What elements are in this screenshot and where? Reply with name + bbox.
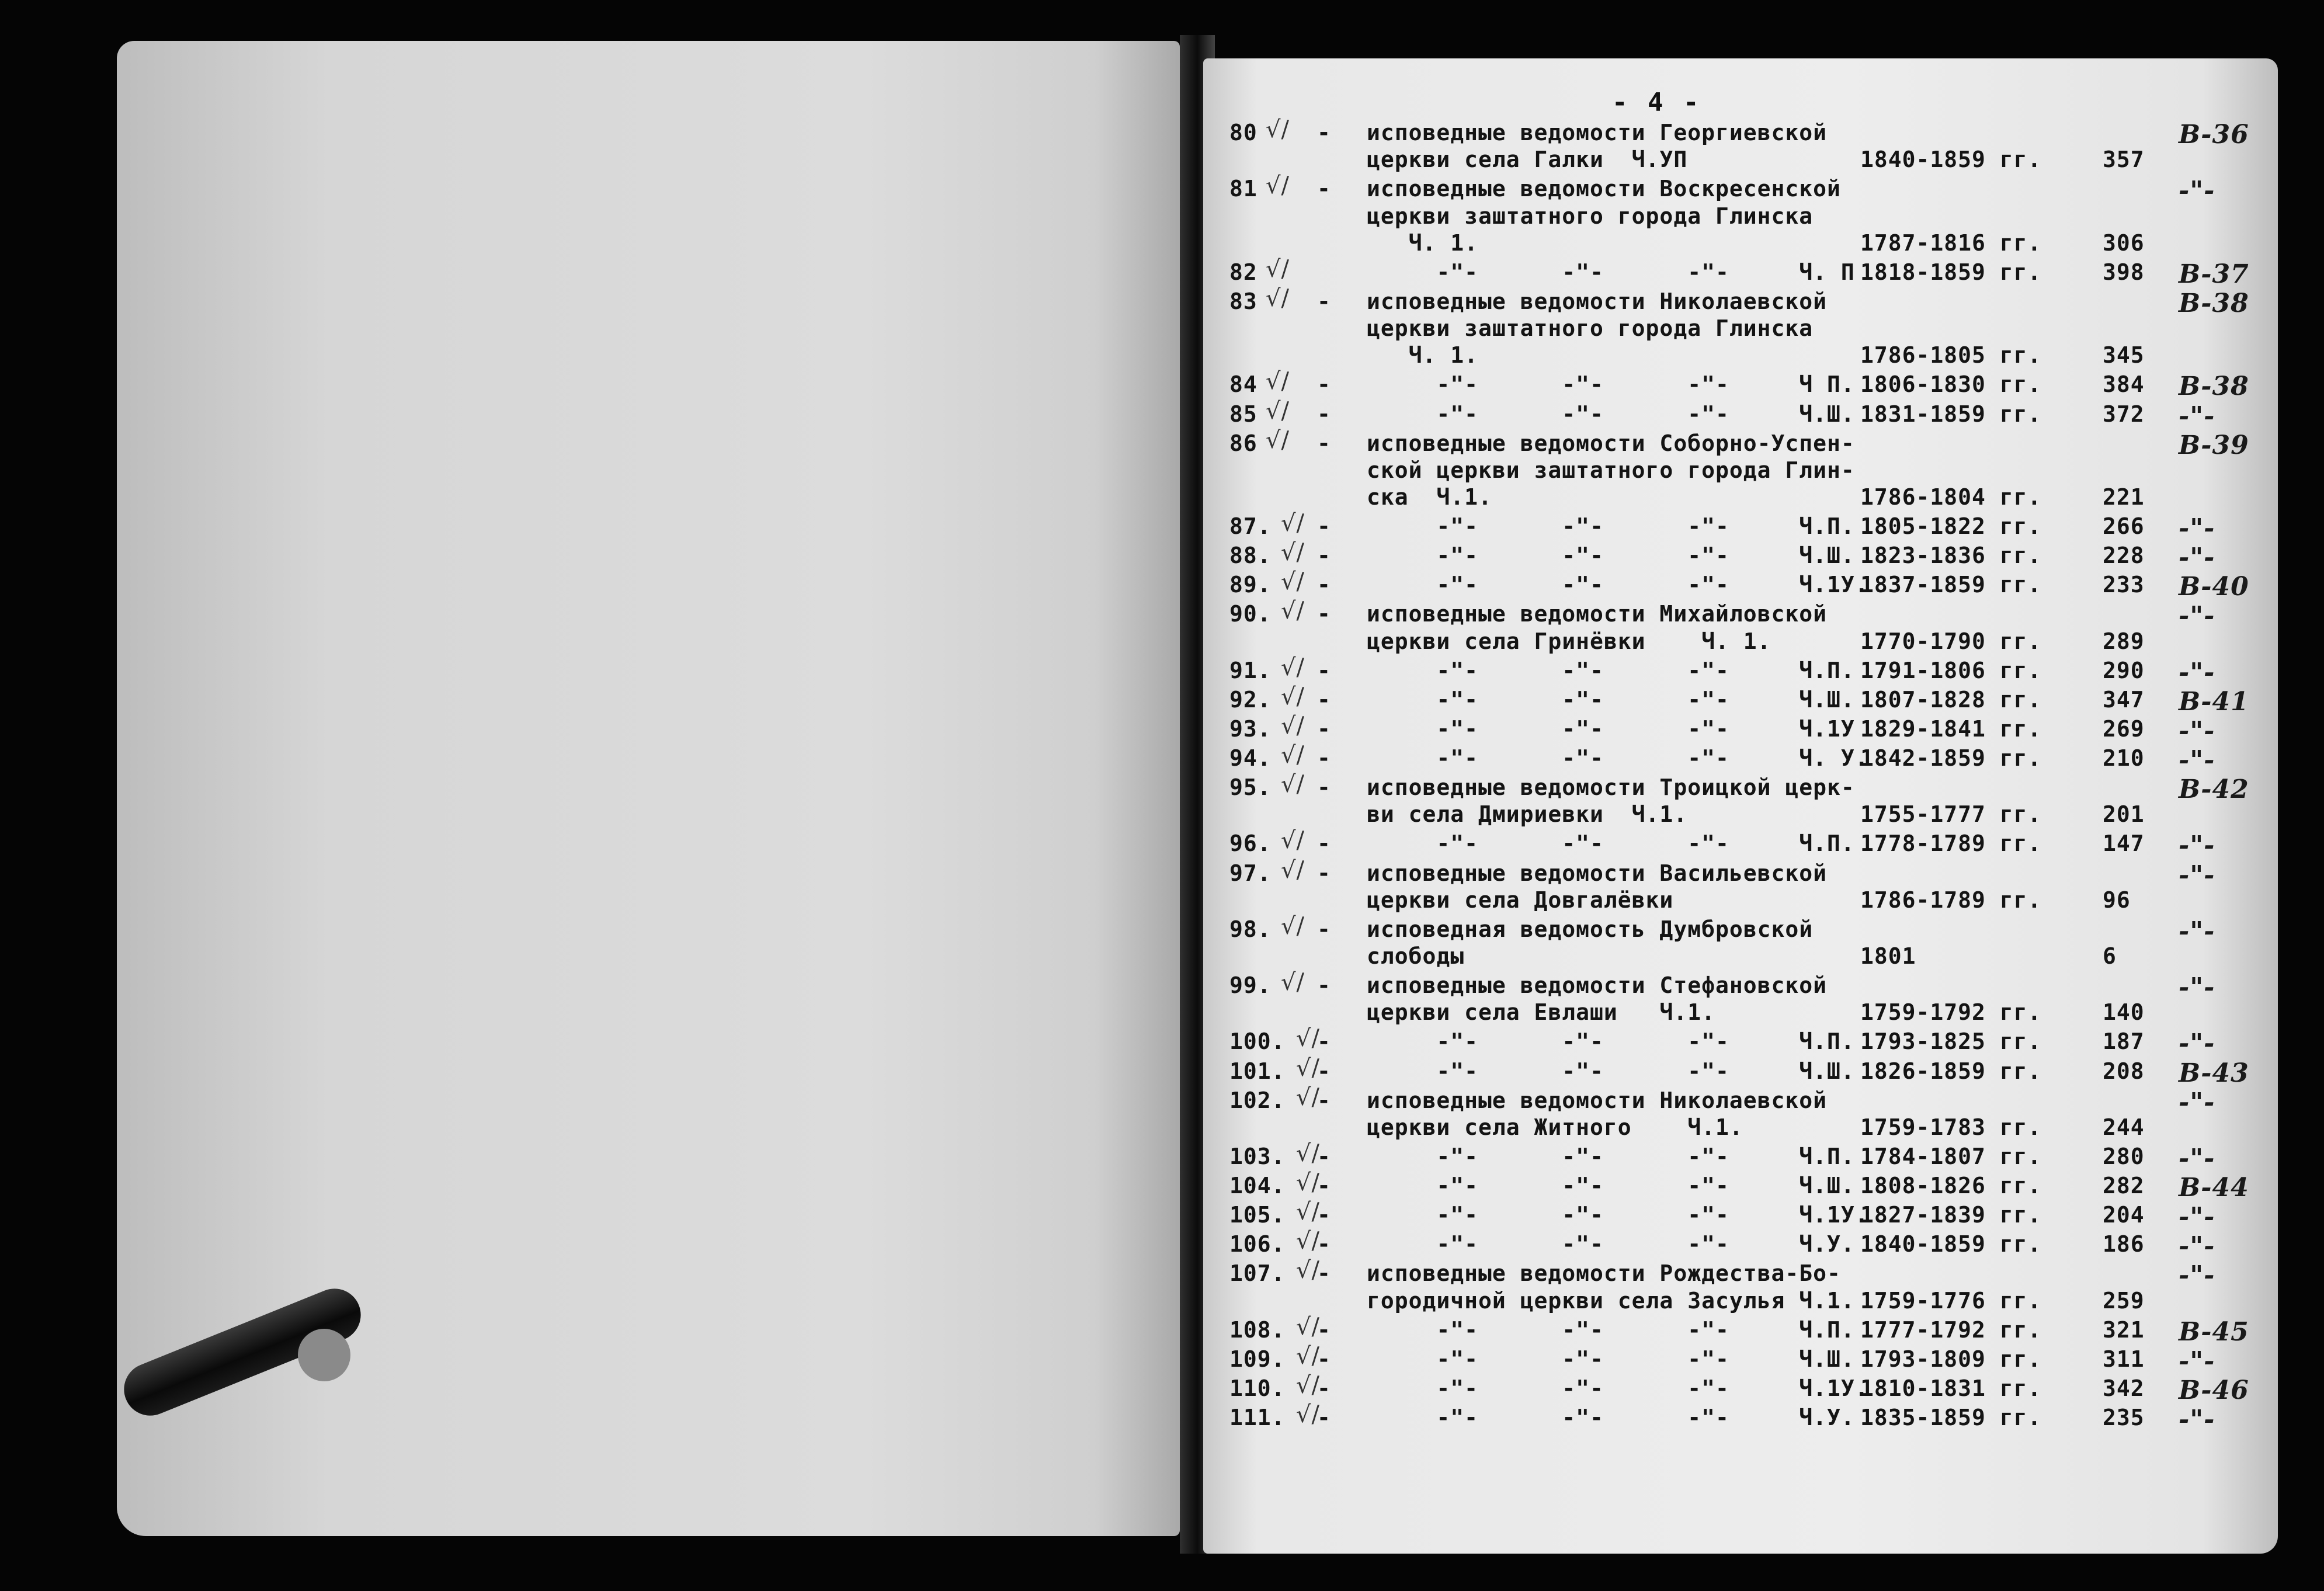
check-mark-icon: √/: [1281, 827, 1305, 854]
entry-number: 102.: [1229, 1087, 1286, 1113]
check-mark-icon: √/: [1281, 712, 1305, 739]
entry-number: 100.: [1229, 1029, 1286, 1055]
entry-description-line: -"- -"- -"- Ч.1У: [1367, 715, 1855, 742]
entry-description-line: церкви заштатного города Глинска: [1367, 315, 1814, 342]
entry-number: 90.: [1229, 601, 1272, 627]
entry-years: 1786-1804 гг.: [1860, 484, 2042, 510]
check-mark-icon: √/: [1266, 284, 1290, 312]
entry-number: 104.: [1229, 1173, 1286, 1199]
entry-years: 1787-1816 гг.: [1860, 230, 2042, 256]
entry-pages: 233: [2103, 572, 2145, 598]
entry-dash: -: [1317, 745, 1331, 771]
entry-number: 84: [1229, 371, 1257, 398]
entry-years: 1786-1805 гг.: [1860, 342, 2042, 369]
entry-description-line: исповедные ведомости Воскресенской: [1367, 176, 1841, 202]
entry-description-line: -"- -"- -"- Ч. У.: [1367, 745, 1869, 771]
entry-years: 1801: [1860, 943, 1916, 970]
entry-pages: 6: [2103, 943, 2117, 970]
entry-number: 98.: [1229, 916, 1272, 942]
entry-number: 103.: [1229, 1143, 1286, 1169]
entry-description-line: церкви села Довгалёвки: [1367, 887, 1674, 913]
entry-pages: 289: [2103, 628, 2145, 654]
entry-reference: -"-: [2179, 601, 2215, 631]
entry-dash: -: [1317, 430, 1331, 456]
check-mark-icon: √/: [1281, 856, 1305, 884]
entry-dash: -: [1317, 860, 1331, 886]
entry-number: 81: [1229, 176, 1257, 202]
entry-dash: -: [1317, 601, 1331, 627]
entry-reference: -"-: [2179, 1143, 2215, 1173]
entry-dash: -: [1317, 1260, 1331, 1287]
entry-years: 1810-1831 гг.: [1860, 1375, 2042, 1401]
check-mark-icon: √/: [1281, 598, 1305, 625]
entry-pages: 186: [2103, 1231, 2145, 1257]
entry-years: 1777-1792 гг.: [1860, 1316, 2042, 1343]
entry-number: 87.: [1229, 513, 1272, 540]
entry-pages: 269: [2103, 715, 2145, 742]
entry-years: 1829-1841 гг.: [1860, 715, 2042, 742]
entry-description-line: -"- -"- -"- Ч.Ш.: [1367, 543, 1855, 569]
entry-reference: В-37: [2179, 259, 2249, 289]
entry-dash: -: [1317, 120, 1331, 145]
check-mark-icon: √/: [1281, 510, 1305, 537]
entry-years: 1786-1789 гг.: [1860, 887, 2042, 913]
entry-years: 1770-1790 гг.: [1860, 628, 2042, 654]
entry-number: 92.: [1229, 686, 1272, 713]
entry-description-line: -"- -"- -"- Ч.Ш.: [1367, 1058, 1855, 1084]
entry-description-line: исповедные ведомости Васильевской: [1367, 860, 1827, 886]
entry-years: 1840-1859 гг.: [1860, 1231, 2042, 1257]
entry-years: 1755-1777 гг.: [1860, 801, 2042, 828]
entry-number: 105.: [1229, 1202, 1286, 1228]
entry-number: 88.: [1229, 543, 1272, 569]
check-mark-icon: √/: [1296, 1342, 1320, 1370]
entry-reference: В-44: [2179, 1173, 2249, 1203]
entry-number: 109.: [1229, 1346, 1286, 1372]
entry-dash: -: [1317, 1375, 1331, 1401]
entry-description-line: исповедные ведомости Николаевской: [1367, 1087, 1827, 1113]
page-number: - 4 -: [1612, 88, 1701, 117]
check-mark-icon: √/: [1296, 1401, 1320, 1428]
entry-description-line: исповедные ведомости Рождества-Бо-: [1367, 1260, 1841, 1287]
entry-years: 1835-1859 гг.: [1860, 1404, 2042, 1430]
check-mark-icon: √/: [1281, 539, 1305, 567]
entry-description-line: церкви села Житного Ч.1.: [1367, 1114, 1743, 1140]
check-mark-icon: √/: [1296, 1140, 1320, 1167]
entry-reference: В-38: [2179, 371, 2249, 402]
entry-years: 1808-1826 гг.: [1860, 1173, 2042, 1199]
entry-years: 1793-1809 гг.: [1860, 1346, 2042, 1372]
entry-number: 95.: [1229, 774, 1272, 801]
entry-reference: В-40: [2179, 572, 2249, 602]
entry-description-line: слободы: [1367, 943, 1465, 970]
entry-dash: -: [1317, 1029, 1331, 1055]
entry-dash: -: [1317, 1058, 1331, 1084]
entry-pages: 347: [2103, 686, 2145, 713]
entry-number: 96.: [1229, 831, 1272, 857]
entry-pages: 208: [2103, 1058, 2145, 1084]
entry-dash: -: [1317, 401, 1331, 427]
entry-reference: -"-: [2179, 1029, 2215, 1059]
entry-pages: 201: [2103, 801, 2145, 828]
entry-years: 1823-1836 гг.: [1860, 543, 2042, 569]
entry-years: 1826-1859 гг.: [1860, 1058, 2042, 1084]
entry-number: 83: [1229, 288, 1257, 314]
entry-reference: В-45: [2179, 1316, 2249, 1347]
entry-dash: -: [1317, 1316, 1331, 1343]
entry-number: 80: [1229, 120, 1257, 145]
entry-reference: -"-: [2179, 176, 2215, 206]
check-mark-icon: √/: [1266, 116, 1290, 143]
entry-reference: В-39: [2179, 430, 2249, 460]
entry-description-line: исповедные ведомости Николаевской: [1367, 288, 1827, 314]
entry-description-line: -"- -"- -"- Ч П.: [1367, 371, 1855, 398]
entry-description-line: исповедные ведомости Георгиевской: [1367, 120, 1827, 145]
entry-description-line: -"- -"- -"- Ч.1У.: [1367, 1202, 1869, 1228]
left-page-bleedthrough: [269, 128, 1145, 1443]
entry-reference: В-42: [2179, 774, 2249, 805]
entry-pages: 210: [2103, 745, 2145, 771]
entry-description-line: -"- -"- -"- Ч.П.: [1367, 657, 1855, 683]
entry-number: 108.: [1229, 1316, 1286, 1343]
entry-number: 91.: [1229, 657, 1272, 683]
entry-dash: -: [1317, 1404, 1331, 1430]
check-mark-icon: √/: [1266, 397, 1290, 425]
entry-number: 93.: [1229, 715, 1272, 742]
entry-reference: В-41: [2179, 686, 2249, 717]
entry-dash: -: [1317, 916, 1331, 942]
entry-description-line: церкви села Гринёвки Ч. 1.: [1367, 628, 1771, 654]
entry-number: 107.: [1229, 1260, 1286, 1287]
entry-dash: -: [1317, 831, 1331, 857]
entry-number: 111.: [1229, 1404, 1286, 1430]
entry-description-line: ска Ч.1.: [1367, 484, 1492, 510]
check-mark-icon: √/: [1281, 654, 1305, 681]
entry-pages: 282: [2103, 1173, 2145, 1199]
check-mark-icon: √/: [1281, 742, 1305, 769]
entry-description-line: -"- -"- -"- Ч.П.: [1367, 1029, 1855, 1055]
entry-description-line: Ч. 1.: [1367, 342, 1479, 369]
entry-dash: -: [1317, 1173, 1331, 1199]
entry-description-line: исповедные ведомости Стефановской: [1367, 972, 1827, 999]
entry-pages: 398: [2103, 259, 2145, 285]
entry-years: 1842-1859 гг.: [1860, 745, 2042, 771]
entry-description-line: -"- -"- -"- Ч.Ш.: [1367, 1346, 1855, 1372]
entry-years: 1793-1825 гг.: [1860, 1029, 2042, 1055]
entry-pages: 342: [2103, 1375, 2145, 1401]
entry-years: 1805-1822 гг.: [1860, 513, 2042, 540]
check-mark-icon: √/: [1266, 255, 1290, 283]
entry-description-line: -"- -"- -"- Ч.1У.: [1367, 572, 1869, 598]
entry-reference: -"-: [2179, 1260, 2215, 1291]
entry-reference: -"-: [2179, 831, 2215, 861]
entry-number: 86: [1229, 430, 1257, 456]
check-mark-icon: √/: [1266, 426, 1290, 454]
entry-pages: 228: [2103, 543, 2145, 569]
entry-pages: 235: [2103, 1404, 2145, 1430]
check-mark-icon: √/: [1296, 1054, 1320, 1082]
check-mark-icon: √/: [1296, 1371, 1320, 1399]
entry-dash: -: [1317, 543, 1331, 569]
entry-dash: -: [1317, 686, 1331, 713]
check-mark-icon: √/: [1281, 568, 1305, 596]
entry-description-line: -"- -"- -"- Ч.Ш.: [1367, 401, 1855, 427]
entry-description-line: -"- -"- -"- Ч.У.: [1367, 1231, 1855, 1257]
entry-dash: -: [1317, 972, 1331, 999]
entry-description-line: -"- -"- -"- Ч.П.: [1367, 831, 1855, 857]
entry-description-line: церкви села Галки Ч.УП: [1367, 147, 1688, 173]
check-mark-icon: √/: [1266, 172, 1290, 200]
entry-number: 99.: [1229, 972, 1272, 999]
entry-pages: 357: [2103, 147, 2145, 173]
entry-reference: -"-: [2179, 1202, 2215, 1232]
entry-pages: 345: [2103, 342, 2145, 369]
entry-dash: -: [1317, 288, 1331, 314]
check-mark-icon: √/: [1296, 1257, 1320, 1284]
check-mark-icon: √/: [1266, 368, 1290, 395]
entry-dash: -: [1317, 1231, 1331, 1257]
entry-reference: -"-: [2179, 745, 2215, 775]
entry-reference: В-46: [2179, 1375, 2249, 1405]
entry-description-line: церкви села Евлаши Ч.1.: [1367, 999, 1715, 1026]
entry-description-line: -"- -"- -"- Ч.П.: [1367, 1316, 1855, 1343]
entry-dash: -: [1317, 176, 1331, 202]
entry-reference: -"-: [2179, 972, 2215, 1003]
entry-description-line: ви села Дмириевки Ч.1.: [1367, 801, 1688, 828]
entry-years: 1818-1859 гг.: [1860, 259, 2042, 285]
entry-dash: -: [1317, 572, 1331, 598]
entry-dash: -: [1317, 774, 1331, 801]
entry-reference: В-43: [2179, 1058, 2249, 1088]
entry-pages: 204: [2103, 1202, 2145, 1228]
check-mark-icon: √/: [1281, 683, 1305, 710]
entry-pages: 266: [2103, 513, 2145, 540]
entry-description-line: ской церкви заштатного города Глин-: [1367, 457, 1855, 483]
entry-number: 110.: [1229, 1375, 1286, 1401]
entry-description-line: исповедные ведомости Михайловской: [1367, 601, 1827, 627]
entry-years: 1840-1859 гг.: [1860, 147, 2042, 173]
entry-pages: 96: [2103, 887, 2131, 913]
entry-reference: -"-: [2179, 1404, 2215, 1434]
entry-pages: 311: [2103, 1346, 2145, 1372]
check-mark-icon: √/: [1296, 1313, 1320, 1340]
entry-number: 85: [1229, 401, 1257, 427]
entry-pages: 244: [2103, 1114, 2145, 1140]
check-mark-icon: √/: [1296, 1228, 1320, 1255]
entry-years: 1837-1859 гг.: [1860, 572, 2042, 598]
check-mark-icon: √/: [1281, 969, 1305, 996]
entry-dash: -: [1317, 371, 1331, 398]
entry-years: 1784-1807 гг.: [1860, 1143, 2042, 1169]
entry-description-line: -"- -"- -"- Ч.У.: [1367, 1404, 1855, 1430]
entry-pages: 187: [2103, 1029, 2145, 1055]
entry-description-line: -"- -"- -"- Ч.П.: [1367, 513, 1855, 540]
entry-pages: 384: [2103, 371, 2145, 398]
entry-number: 89.: [1229, 572, 1272, 598]
entry-dash: -: [1317, 513, 1331, 540]
entry-reference: -"-: [2179, 1087, 2215, 1117]
entry-pages: 140: [2103, 999, 2145, 1026]
entry-reference: -"-: [2179, 401, 2215, 431]
entry-reference: В-36: [2179, 120, 2249, 150]
check-mark-icon: √/: [1281, 912, 1305, 940]
entry-reference: -"-: [2179, 715, 2215, 746]
entry-description-line: -"- -"- -"- Ч. П: [1367, 259, 1855, 285]
check-mark-icon: √/: [1296, 1083, 1320, 1111]
entry-dash: -: [1317, 1346, 1331, 1372]
entry-description-line: исповедная ведомость Думбровской: [1367, 916, 1814, 942]
entry-pages: 306: [2103, 230, 2145, 256]
entry-reference: -"-: [2179, 1346, 2215, 1376]
entry-number: 82: [1229, 259, 1257, 285]
entry-description-line: Ч. 1.: [1367, 230, 1479, 256]
entry-reference: -"-: [2179, 513, 2215, 544]
entry-description-line: исповедные ведомости Соборно-Успен-: [1367, 430, 1855, 456]
entry-reference: В-38: [2179, 288, 2249, 318]
entry-number: 97.: [1229, 860, 1272, 886]
entry-years: 1827-1839 гг.: [1860, 1202, 2042, 1228]
entry-description-line: церкви заштатного города Глинска: [1367, 203, 1814, 229]
check-mark-icon: √/: [1281, 771, 1305, 798]
entry-dash: -: [1317, 657, 1331, 683]
entry-dash: -: [1317, 1087, 1331, 1113]
entry-dash: -: [1317, 715, 1331, 742]
entry-dash: -: [1317, 1202, 1331, 1228]
entry-number: 101.: [1229, 1058, 1286, 1084]
entry-description-line: городичной церкви села Засулья Ч.1.: [1367, 1287, 1855, 1314]
entry-description-line: -"- -"- -"- Ч.Ш.: [1367, 1173, 1855, 1199]
entry-years: 1791-1806 гг.: [1860, 657, 2042, 683]
entry-description-line: -"- -"- -"- Ч.П.: [1367, 1143, 1855, 1169]
entry-reference: -"-: [2179, 916, 2215, 946]
entry-pages: 321: [2103, 1316, 2145, 1343]
entry-description-line: -"- -"- -"- Ч.1У.: [1367, 1375, 1869, 1401]
entry-years: 1806-1830 гг.: [1860, 371, 2042, 398]
check-mark-icon: √/: [1296, 1169, 1320, 1197]
entry-pages: 280: [2103, 1143, 2145, 1169]
entry-years: 1831-1859 гг.: [1860, 401, 2042, 427]
entry-pages: 372: [2103, 401, 2145, 427]
entry-years: 1759-1783 гг.: [1860, 1114, 2042, 1140]
entry-pages: 259: [2103, 1287, 2145, 1314]
entry-pages: 290: [2103, 657, 2145, 683]
entry-years: 1807-1828 гг.: [1860, 686, 2042, 713]
entry-description-line: -"- -"- -"- Ч.Ш.: [1367, 686, 1855, 713]
entry-reference: -"-: [2179, 860, 2215, 890]
entry-reference: -"-: [2179, 543, 2215, 573]
entry-years: 1759-1776 гг.: [1860, 1287, 2042, 1314]
check-mark-icon: √/: [1296, 1025, 1320, 1052]
entry-description-line: исповедные ведомости Троицкой церк-: [1367, 774, 1855, 801]
entry-dash: -: [1317, 1143, 1331, 1169]
entry-pages: 147: [2103, 831, 2145, 857]
entry-years: 1759-1792 гг.: [1860, 999, 2042, 1026]
check-mark-icon: √/: [1296, 1199, 1320, 1226]
entry-years: 1778-1789 гг.: [1860, 831, 2042, 857]
entry-number: 106.: [1229, 1231, 1286, 1257]
entry-pages: 221: [2103, 484, 2145, 510]
entry-reference: -"-: [2179, 1231, 2215, 1262]
entry-number: 94.: [1229, 745, 1272, 771]
entry-reference: -"-: [2179, 657, 2215, 687]
